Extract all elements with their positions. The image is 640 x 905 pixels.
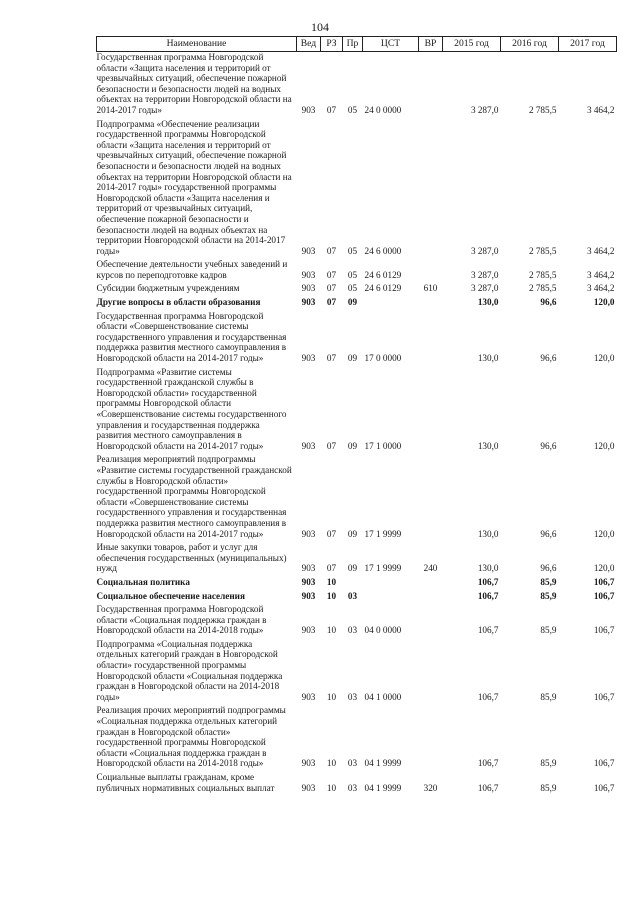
cell-csr: 04 1 0000 <box>364 691 402 702</box>
cell-ved: 903 <box>301 353 316 364</box>
cell-vr <box>419 588 443 602</box>
cell-vr <box>419 636 443 703</box>
cell-rz: 10 <box>326 576 337 587</box>
cell-y2016: 85,9 <box>540 576 557 587</box>
cell-pr <box>343 574 363 588</box>
col-header-ved: Вед <box>297 37 321 52</box>
col-header-2015: 2015 год <box>443 37 501 52</box>
col-header-vr: ВР <box>419 37 443 52</box>
cell-ved: 903 <box>301 528 316 539</box>
cell-y2015: 106,7 <box>477 590 499 601</box>
col-header-csr: ЦСТ <box>363 37 419 52</box>
cell-y2015: 106,7 <box>477 758 499 769</box>
table-row <box>97 364 617 452</box>
cell-y2015: 3 287,0 <box>470 269 499 280</box>
cell-y2015: 106,7 <box>477 691 499 702</box>
col-header-rz: РЗ <box>321 37 343 52</box>
page-number: 104 <box>311 20 329 34</box>
cell-rz: 07 <box>326 563 337 574</box>
cell-vr <box>419 256 443 280</box>
cell-y2016: 2 785,5 <box>528 104 557 115</box>
cell-ved: 903 <box>301 576 316 587</box>
cell-y2017: 3 464,2 <box>586 269 615 280</box>
cell-csr: 17 1 9999 <box>364 528 402 539</box>
table-row <box>97 636 617 703</box>
cell-vr: 240 <box>423 563 438 574</box>
cell-rz: 07 <box>326 283 337 294</box>
cell-csr: 24 6 0129 <box>364 269 402 280</box>
cell-ved: 903 <box>301 245 316 256</box>
cell-name: Социальные выплаты гражданам, кроме публичных нормативных социальных выплат <box>96 772 275 793</box>
cell-ved: 903 <box>301 782 316 793</box>
cell-csr: 17 1 0000 <box>364 440 402 451</box>
cell-ved: 903 <box>301 563 316 574</box>
cell-y2016: 85,9 <box>540 758 557 769</box>
cell-name: Государственная программа Новгородской области «Социальная поддержка граждан в Новгородской области на 2014-2018 годы» <box>96 604 267 636</box>
cell-name: Социальное обеспечение населения <box>96 590 245 601</box>
cell-ved: 903 <box>301 283 316 294</box>
cell-y2015: 3 287,0 <box>470 283 499 294</box>
cell-name: Социальная политика <box>96 576 190 587</box>
cell-csr <box>363 588 419 602</box>
cell-ved: 903 <box>301 297 316 308</box>
cell-rz: 07 <box>326 440 337 451</box>
cell-csr: 24 6 0000 <box>364 245 402 256</box>
cell-pr: 03 <box>347 691 358 702</box>
cell-name: Обеспечение деятельности учебных заведений и курсов по переподготовке кадров <box>96 259 288 280</box>
table-row <box>97 702 617 769</box>
cell-pr: 09 <box>347 353 358 364</box>
cell-pr: 03 <box>347 782 358 793</box>
cell-pr: 09 <box>347 563 358 574</box>
cell-name: Государственная программа Новгородской области «Защита населения и территорий от чрезвычайных ситуаций, обеспечение пожарной безопасности и безопасности людей на водных объектах на территории Новгородской области на 2014-2017 годы» <box>96 52 292 115</box>
cell-pr: 05 <box>347 269 358 280</box>
cell-pr: 03 <box>347 625 358 636</box>
cell-y2017: 106,7 <box>593 691 615 702</box>
cell-y2017: 106,7 <box>593 590 615 601</box>
cell-y2017: 106,7 <box>593 782 615 793</box>
cell-y2015: 3 287,0 <box>470 104 499 115</box>
cell-ved: 903 <box>301 104 316 115</box>
cell-vr: 320 <box>423 782 438 793</box>
cell-ved: 903 <box>301 440 316 451</box>
cell-name: Реализация прочих мероприятий подпрограммы «Социальная поддержка отдельных категорий граждан в Новгородской области» государственной программы Новгородской области «Социальная поддержка граждан в Новгородской области на 2014-2018 годы» <box>96 705 286 769</box>
cell-name: Другие вопросы в области образования <box>96 297 261 308</box>
col-header-name: Наименование <box>97 37 297 52</box>
cell-name: Субсидии бюджетным учреждениям <box>96 283 240 294</box>
cell-rz: 07 <box>326 104 337 115</box>
cell-y2016: 85,9 <box>540 691 557 702</box>
cell-y2017: 120,0 <box>593 528 615 539</box>
cell-y2015: 130,0 <box>477 563 499 574</box>
cell-y2017: 120,0 <box>593 353 615 364</box>
table-row <box>97 539 617 574</box>
cell-rz: 07 <box>326 245 337 256</box>
cell-csr <box>363 574 419 588</box>
cell-y2016: 2 785,5 <box>528 283 557 294</box>
cell-vr <box>419 601 443 636</box>
cell-y2017: 3 464,2 <box>586 245 615 256</box>
table-row <box>97 256 617 280</box>
cell-pr: 05 <box>347 283 358 294</box>
cell-y2015: 106,7 <box>477 625 499 636</box>
cell-y2016: 96,6 <box>540 297 557 308</box>
cell-vr <box>419 574 443 588</box>
cell-y2015: 3 287,0 <box>470 245 499 256</box>
cell-y2016: 96,6 <box>540 353 557 364</box>
cell-csr: 24 6 0129 <box>364 283 402 294</box>
cell-y2017: 120,0 <box>593 563 615 574</box>
cell-y2016: 96,6 <box>540 440 557 451</box>
cell-vr <box>419 52 443 116</box>
cell-ved: 903 <box>301 625 316 636</box>
cell-rz: 07 <box>326 528 337 539</box>
table-row <box>97 588 617 602</box>
cell-y2015: 130,0 <box>477 440 499 451</box>
cell-vr <box>419 116 443 257</box>
cell-name: Иные закупки товаров, работ и услуг для обеспечения государственных (муниципальных) нужд <box>96 542 287 574</box>
col-header-2016: 2016 год <box>501 37 559 52</box>
cell-rz: 07 <box>326 353 337 364</box>
budget-table <box>96 36 617 793</box>
table-row <box>97 116 617 257</box>
cell-y2015: 106,7 <box>477 576 499 587</box>
cell-pr: 03 <box>347 590 358 601</box>
cell-y2015: 130,0 <box>477 297 499 308</box>
table-row <box>97 451 617 539</box>
cell-vr <box>419 294 443 308</box>
cell-name: Государственная программа Новгородской области «Совершенствование системы государственного управления и государственная поддержка развития местного самоуправления в Новгородской области на 2014-2017 годы» <box>96 310 287 364</box>
cell-rz: 10 <box>326 590 337 601</box>
cell-y2017: 3 464,2 <box>586 104 615 115</box>
cell-y2017: 106,7 <box>593 576 615 587</box>
cell-pr: 05 <box>347 245 358 256</box>
table-row <box>97 574 617 588</box>
cell-csr: 04 1 9999 <box>364 782 402 793</box>
table-row <box>97 280 617 294</box>
cell-csr: 04 1 9999 <box>364 758 402 769</box>
cell-y2017: 3 464,2 <box>586 283 615 294</box>
cell-ved: 903 <box>301 590 316 601</box>
cell-rz: 10 <box>326 758 337 769</box>
cell-pr: 03 <box>347 758 358 769</box>
cell-rz: 10 <box>326 782 337 793</box>
cell-y2016: 85,9 <box>540 625 557 636</box>
cell-pr: 09 <box>347 440 358 451</box>
cell-csr: 17 0 0000 <box>364 353 402 364</box>
cell-vr <box>419 451 443 539</box>
table-row <box>97 52 617 116</box>
cell-pr: 05 <box>347 104 358 115</box>
cell-y2017: 120,0 <box>593 440 615 451</box>
cell-name: Реализация мероприятий подпрограммы «Развитие системы государственной гражданской службы в Новгородской области» государственной программы Новгородской области «Совершенствование системы государственного управления и государственная поддержка развития местного самоуправления в Новгородской области на 2014-2017 годы» <box>96 454 292 539</box>
cell-y2015: 106,7 <box>477 782 499 793</box>
cell-y2017: 106,7 <box>593 758 615 769</box>
cell-pr: 09 <box>347 297 358 308</box>
cell-vr <box>419 364 443 452</box>
cell-y2016: 85,9 <box>540 782 557 793</box>
cell-ved: 903 <box>301 758 316 769</box>
cell-vr <box>419 308 443 364</box>
cell-rz: 10 <box>326 691 337 702</box>
col-header-2017: 2017 год <box>559 37 617 52</box>
cell-y2017: 120,0 <box>593 297 615 308</box>
cell-csr: 04 0 0000 <box>364 625 402 636</box>
cell-rz: 07 <box>326 297 337 308</box>
cell-y2017: 106,7 <box>593 625 615 636</box>
table-header <box>97 37 617 52</box>
cell-csr <box>363 294 419 308</box>
cell-y2016: 96,6 <box>540 528 557 539</box>
cell-vr <box>419 702 443 769</box>
cell-name: Подпрограмма «Развитие системы государственной гражданской службы в Новгородской области» государственной программы Новгородской области «Совершенствование системы государственного управления и государственная поддержка развития местного самоуправления в Новгородской области на 2014-2017 годы» <box>96 366 287 451</box>
cell-rz: 07 <box>326 269 337 280</box>
table-row <box>97 601 617 636</box>
cell-csr: 17 1 9999 <box>364 563 402 574</box>
cell-y2015: 130,0 <box>477 528 499 539</box>
cell-rz: 10 <box>326 625 337 636</box>
table-row <box>97 294 617 308</box>
cell-vr: 610 <box>423 283 438 294</box>
cell-ved: 903 <box>301 269 316 280</box>
cell-y2016: 2 785,5 <box>528 269 557 280</box>
cell-y2016: 2 785,5 <box>528 245 557 256</box>
cell-pr: 09 <box>347 528 358 539</box>
cell-ved: 903 <box>301 691 316 702</box>
cell-y2016: 85,9 <box>540 590 557 601</box>
cell-y2015: 130,0 <box>477 353 499 364</box>
table-row <box>97 769 617 793</box>
cell-y2016: 96,6 <box>540 563 557 574</box>
cell-csr: 24 0 0000 <box>364 104 402 115</box>
cell-name: Подпрограмма «Социальная поддержка отдельных категорий граждан в Новгородской области» государственной программы Новгородской области «Социальная поддержка граждан в Новгородской области на 2014-2018 годы» <box>96 638 283 702</box>
table-row <box>97 308 617 364</box>
table-body <box>97 52 617 794</box>
cell-name: Подпрограмма «Обеспечение реализации государственной программы Новгородской области «Защита населения и территорий от чрезвычайных ситуаций, обеспечение пожарной безопасности и безопасности людей на водных объектах на территории Новгородской области на 2014-2017 годы» государственной программы Новгородской области «Защита населения и территорий от чрезвычайных ситуаций, обеспечение пожарной безопасности и безопасности людей на водных объектах на территории Новгородской области на 2014-2017 годы» <box>96 118 292 256</box>
col-header-pr: Пр <box>343 37 363 52</box>
